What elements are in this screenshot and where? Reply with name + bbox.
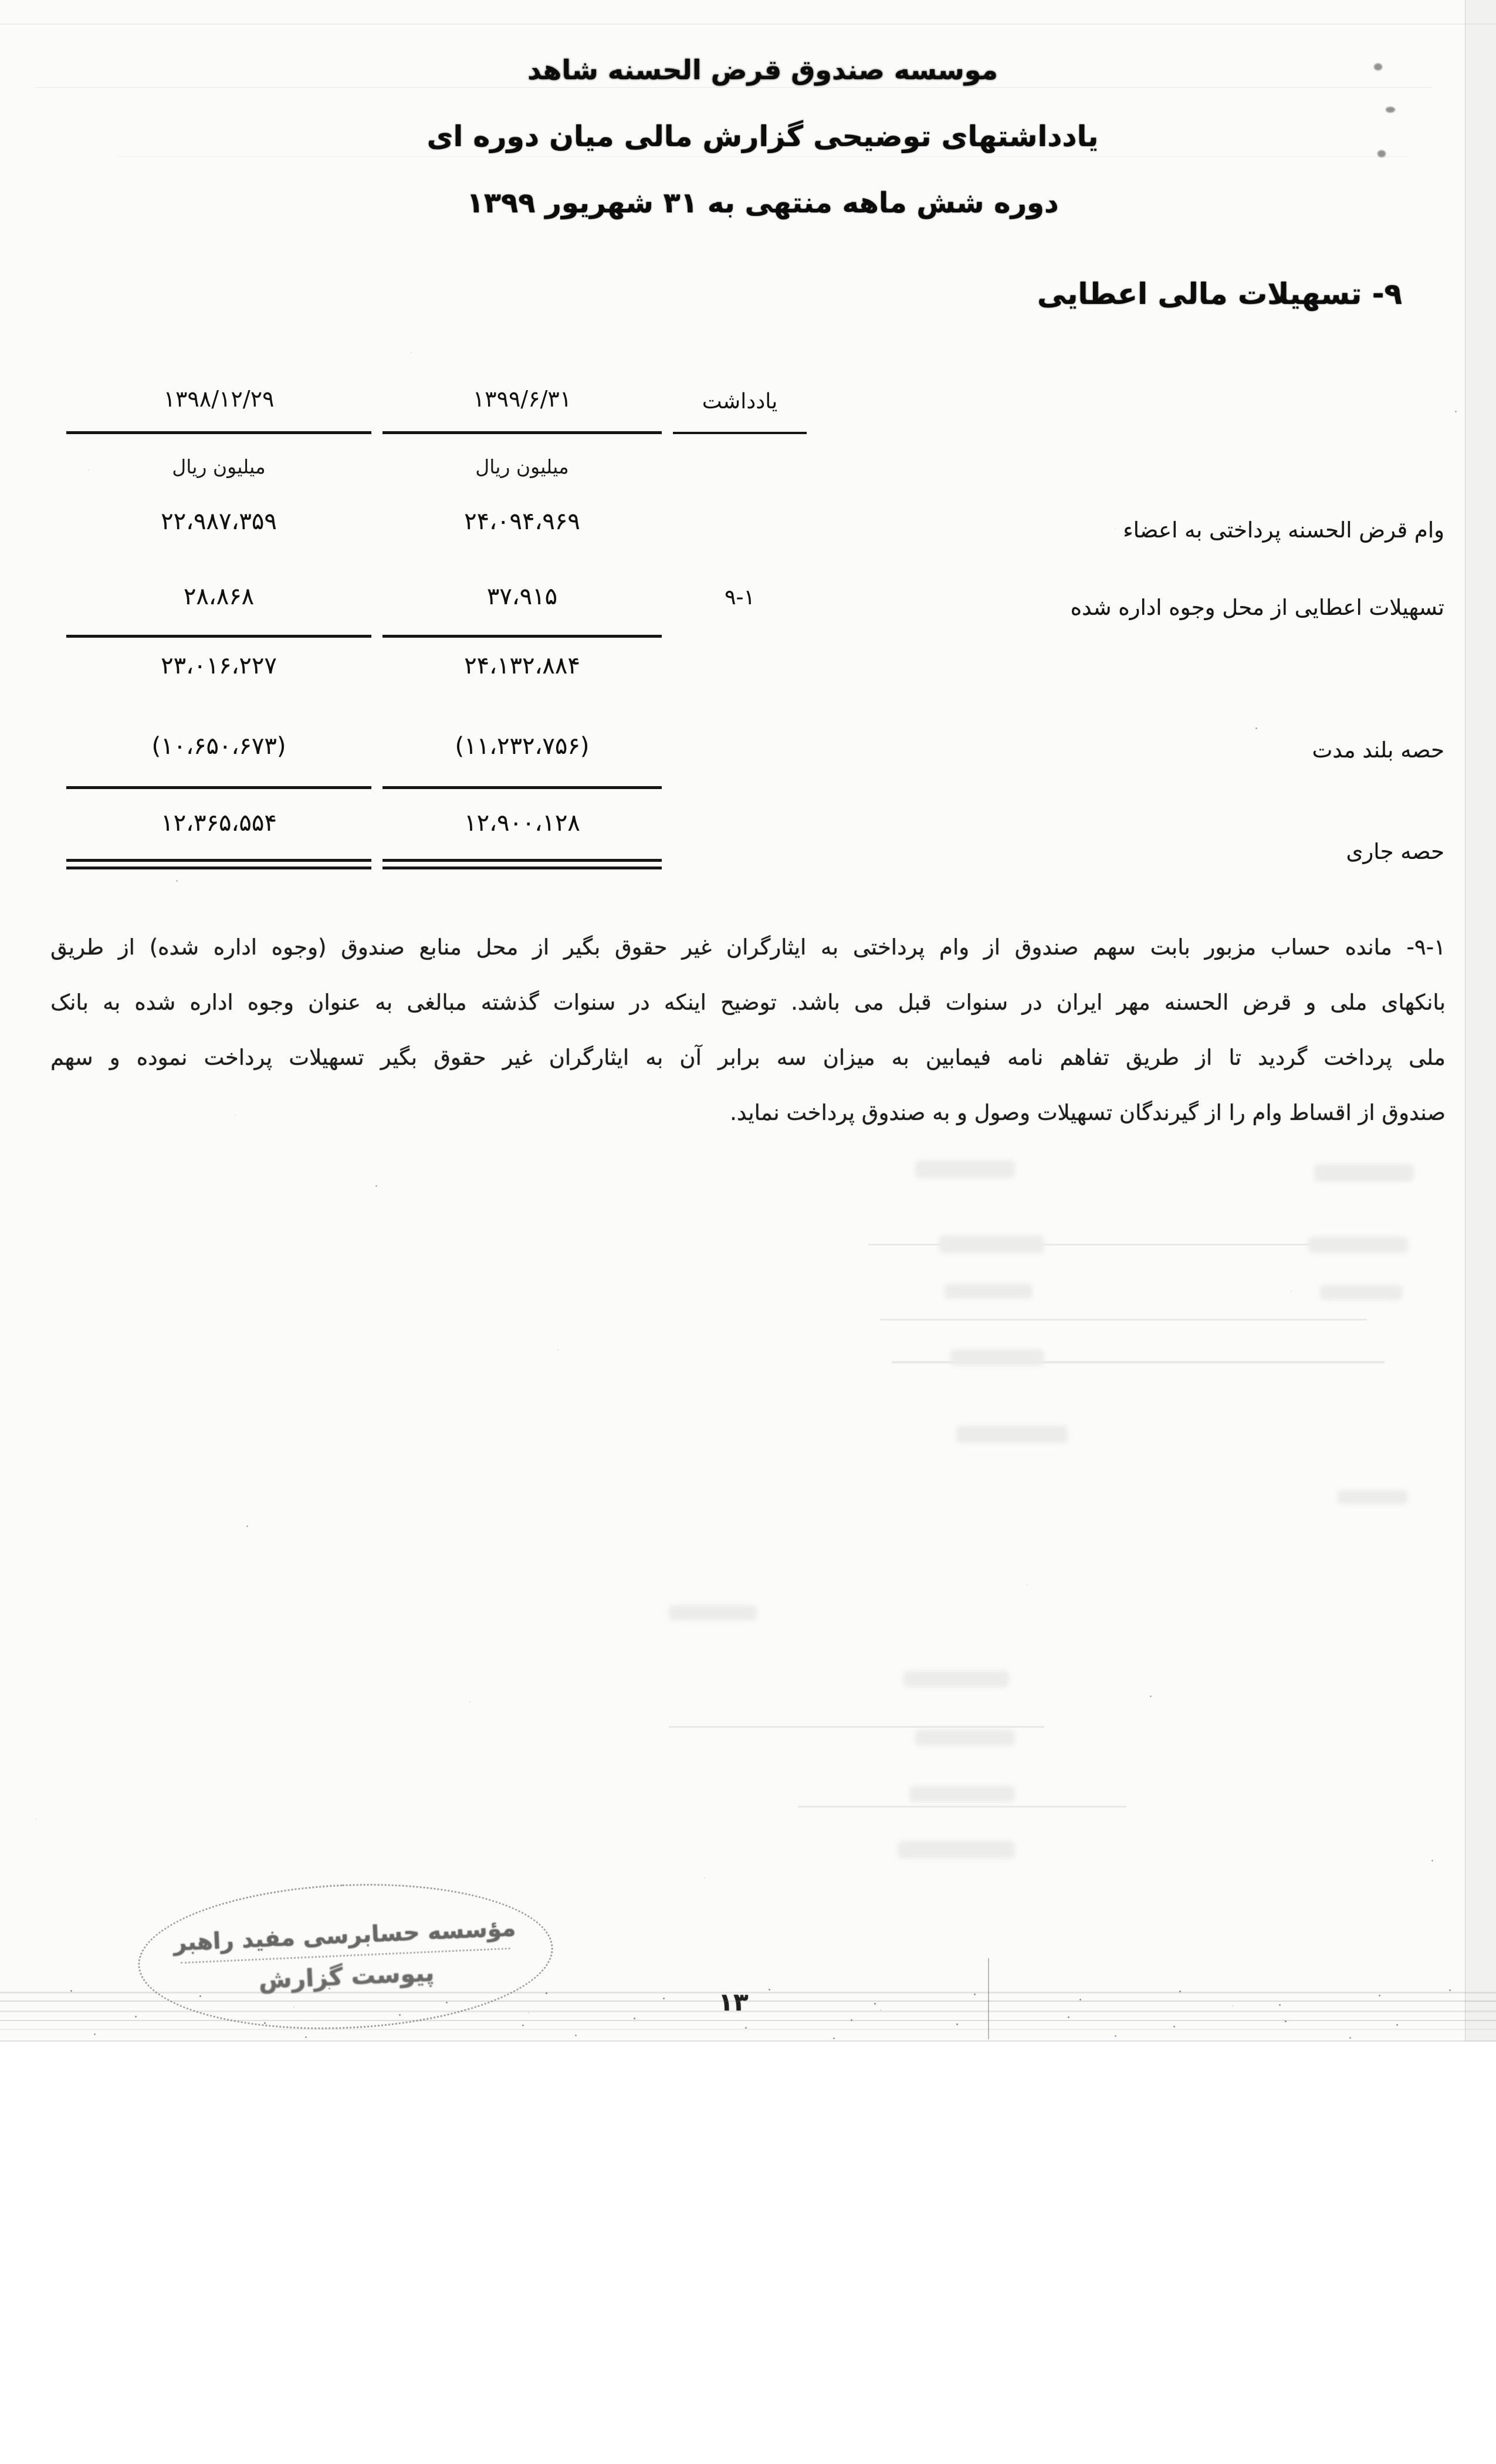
current-subtotal-rule (383, 635, 662, 638)
current-grand-total-double-rule-bottom (383, 867, 662, 869)
current-period-date-header: ۱۳۹۹/۶/۳۱ (472, 386, 572, 412)
current-period-unit: میلیون ریال (475, 455, 569, 478)
scan-streak-artifact (0, 2029, 1496, 2030)
bleed-through-artifact (898, 1841, 1015, 1859)
note-column-header: یادداشت (702, 390, 778, 414)
note-9-1-line-4: صندوق از اقساط وام را از گیرندگان تسهیلات وصول و به صندوق پرداخت نماید. (730, 1100, 1446, 1125)
member-loans-prior-value: ۲۲،۹۸۷،۳۵۹ (161, 508, 277, 535)
scan-streak-artifact (117, 156, 1408, 157)
member-loans-current-value: ۲۴،۰۹۴،۹۶۹ (464, 508, 580, 535)
bleed-through-artifact (909, 1786, 1015, 1802)
bleed-through-artifact (1308, 1237, 1408, 1253)
prior-column-header-rule (66, 431, 371, 434)
prior-period-date-header: ۱۳۹۸/۱۲/۲۹ (163, 386, 275, 412)
ink-speck (1377, 150, 1386, 157)
vertical-scan-artifact (988, 1958, 989, 2039)
section-9-heading: ۹- تسهیلات مالی اعطایی (1037, 277, 1402, 311)
report-period: دوره شش ماهه منتهی به ۳۱ شهریور ۱۳۹۹ (466, 187, 1059, 219)
scan-streak-artifact (0, 23, 1496, 25)
scan-streak-artifact (0, 1992, 1496, 1993)
scan-streak-artifact (35, 87, 1431, 88)
current-net-rule (383, 786, 662, 789)
long-term-portion-current-value: (۱۱،۲۳۲،۷۵۶) (455, 733, 590, 760)
bleed-through-artifact (915, 1160, 1015, 1178)
prior-subtotal-rule (66, 635, 371, 638)
bleed-through-artifact (915, 1729, 1015, 1746)
current-portion-current-value: ۱۲،۹۰۰،۱۲۸ (464, 810, 580, 837)
prior-period-unit: میلیون ریال (172, 455, 266, 478)
bleed-through-artifact (669, 1605, 757, 1620)
report-title: یادداشتهای توضیحی گزارش مالی میان دوره ای (427, 120, 1099, 153)
row-label-administered-funds-facilities: تسهیلات اعطایی از محل وجوه اداره شده (1070, 595, 1444, 620)
stamp-firm-name: مؤسسه حسابرسی مفید راهبر (172, 1915, 517, 1957)
note-9-1-line-2: بانکهای ملی و قرض الحسنه مهر ایران در سنوات قبل می باشد. توضیح اینکه در سنوات گذشته مبالغی به عنوان وجوه اداره شده به بانک (50, 990, 1446, 1015)
bleed-through-artifact (939, 1236, 1044, 1253)
prior-net-rule (66, 786, 371, 789)
ink-speck (1386, 107, 1395, 113)
scan-bottom-edge (0, 2040, 1496, 2042)
bleed-through-artifact (1314, 1164, 1414, 1182)
current-grand-total-double-rule-top (383, 859, 662, 862)
organization-name: موسسه صندوق قرض الحسنه شاهد (527, 54, 999, 86)
bleed-through-artifact (956, 1426, 1068, 1443)
bleed-through-rule (880, 1319, 1367, 1321)
note-9-1-paragraph (50, 920, 1446, 1140)
administered-funds-note-ref: ۹-۱ (725, 585, 755, 610)
bleed-through-artifact (1338, 1490, 1408, 1504)
row-label-long-term-portion: حصه بلند مدت (1312, 737, 1444, 763)
ink-speck (1374, 63, 1382, 70)
note-9-1-line-1: ۹-۱- مانده حساب مزبور بابت سهم صندوق از وام پرداختی به ایثارگران غیر حقوق بگیر از محل منابع صندوق (وجوه اداره شده) از طریق (50, 935, 1446, 960)
long-term-portion-prior-value: (۱۰،۶۵۰،۶۷۳) (151, 733, 286, 760)
scan-noise-speckles-light (0, 0, 1, 1)
scan-streak-artifact (0, 2011, 1496, 2012)
note-9-1-line-3: ملی پرداخت گردید تا از طریق تفاهم نامه فیمابین به میزان سه برابر آن به ایثارگران غیر حقوق بگیر تسهیلات پرداخت نموده و سهم (50, 1045, 1446, 1070)
scan-streak-artifact (0, 2020, 1496, 2021)
row-label-member-loans: وام قرض الحسنه پرداختی به اعضاء (1123, 517, 1444, 543)
bleed-through-artifact (903, 1671, 1009, 1687)
note-column-header-rule (673, 432, 807, 434)
bleed-through-artifact (1320, 1285, 1402, 1300)
row-label-current-portion: حصه جاری (1346, 839, 1444, 864)
bleed-through-rule (669, 1726, 1044, 1728)
page-number: ۱۳ (718, 1988, 749, 2016)
scan-page-right-edge (1465, 0, 1496, 2042)
subtotal-prior-value: ۲۳،۰۱۶،۲۲۷ (161, 652, 277, 679)
scan-streak-artifact (0, 2001, 1496, 2002)
administered-funds-prior-value: ۲۸،۸۶۸ (183, 583, 255, 610)
bleed-through-artifact (945, 1284, 1033, 1299)
subtotal-current-value: ۲۴،۱۳۲،۸۸۴ (464, 652, 580, 679)
prior-grand-total-double-rule-bottom (66, 867, 371, 869)
prior-grand-total-double-rule-top (66, 859, 371, 862)
current-portion-prior-value: ۱۲،۳۶۵،۵۵۴ (161, 810, 277, 837)
stamp-report-attachment-text: پیوست گزارش (258, 1958, 435, 1995)
administered-funds-current-value: ۳۷،۹۱۵ (486, 583, 558, 610)
current-column-header-rule (383, 431, 662, 434)
bleed-through-artifact (950, 1349, 1044, 1366)
bleed-through-rule (798, 1806, 1126, 1808)
